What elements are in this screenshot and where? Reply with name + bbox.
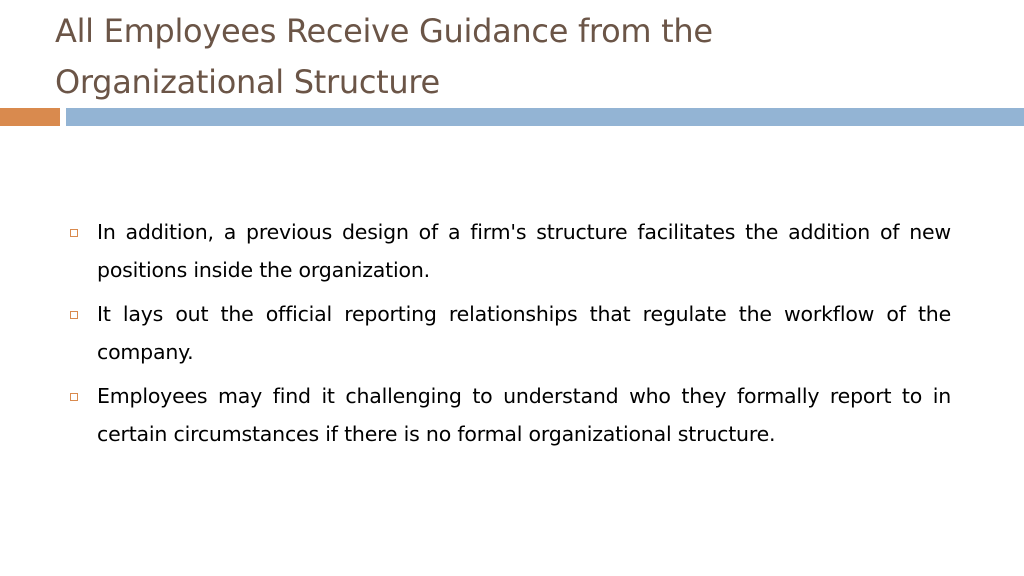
bullet-list (70, 214, 951, 460)
bullet-item (70, 214, 951, 289)
bullet-text: Employees may find it challenging to understand who they formally report to in certain circumstances if there is no formal organizational structure. (97, 384, 951, 446)
accent-bar-orange (0, 108, 60, 126)
slide-title (55, 6, 955, 108)
bullet-item (70, 378, 951, 453)
slide-title-line-2: Organizational Structure (55, 63, 440, 101)
accent-bar-blue (66, 108, 1024, 126)
hollow-square-icon (70, 311, 78, 319)
hollow-square-icon (70, 229, 78, 237)
bullet-text: It lays out the official reporting relationships that regulate the workflow of the company. (97, 302, 951, 364)
hollow-square-icon (70, 393, 78, 401)
slide-title-line-1: All Employees Receive Guidance from the (55, 12, 713, 50)
bullet-text: In addition, a previous design of a firm's structure facilitates the addition of new positions inside the organization. (97, 220, 951, 282)
bullet-item (70, 296, 951, 371)
